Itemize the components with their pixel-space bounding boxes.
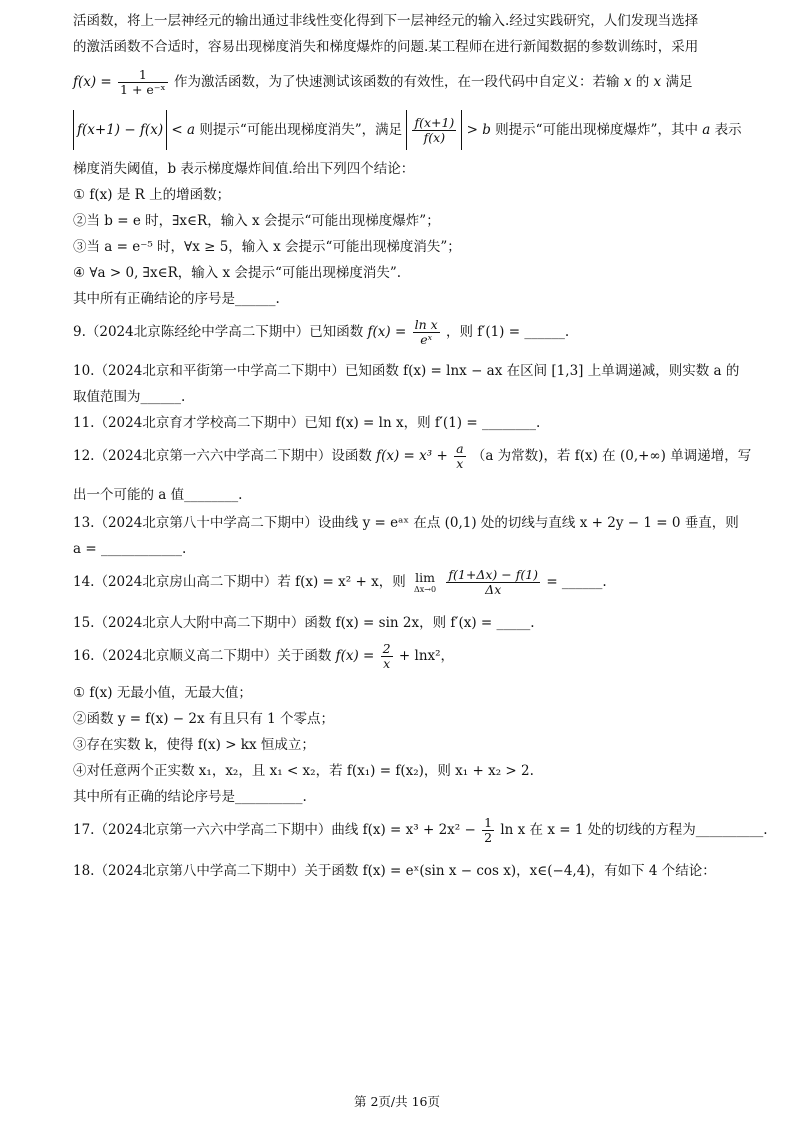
math-fraction: $\frac{1}{\text{1 + e⁻ˣ}}$ xyxy=(120,67,166,97)
question-13: 13.（2024北京第八十中学高二下期中）设曲线 y = eᵃˣ 在点 (0,1) 处的切线与直线 x + 2y − 1 = 0 垂直，则 xyxy=(73,515,739,531)
math-fraction: $\frac{1}{2}$ xyxy=(484,815,493,845)
page-footer: 第 2页/共 16页 xyxy=(353,1094,441,1109)
math-abs-ratio: $\frac{f(x+1)}{f(x)}$ xyxy=(406,110,462,150)
math-var: x xyxy=(623,74,632,90)
question-16: 16.（2024北京顺义高二下期中）关于函数 f(x) = $\frac{2}{x}$ + lnx²， xyxy=(73,641,455,671)
math-limit: lim Δx→0 xyxy=(414,569,437,594)
text-segment: 则提示“可能出现梯度消失”，满足 xyxy=(199,122,403,138)
math-var: a xyxy=(702,122,711,138)
text-line: 其中所有正确结论的序号是______. xyxy=(73,291,280,307)
text-line: ②函数 y = f(x) − 2x 有且只有 1 个零点； xyxy=(73,711,335,727)
text-line: 梯度消失阈值，b 表示梯度爆炸间值.给出下列四个结论： xyxy=(73,161,415,177)
question-14: 14.（2024北京房山高二下期中）若 f(x) = x² + x，则 lim Δx→0 $\frac{f(1+\Delta x) - f(1)}{\Delta x}$ = ______. xyxy=(73,567,607,597)
question-10-cont: 取值范围为______. xyxy=(73,389,186,405)
math-fraction: $\frac{a}{x}$ xyxy=(456,441,464,471)
text-segment: 则提示“可能出现梯度爆炸”，其中 xyxy=(495,122,698,138)
text-line-sigmoid: f(x) = $\frac{1}{\text{1 + e⁻ˣ}}$ 作为激活函数，为了快速测试该函数的有效性，在一段代码中自定义：若输 x 的 x 满足 xyxy=(73,67,693,97)
text-segment: 表示 xyxy=(714,122,742,138)
question-12: 12.（2024北京第一六六中学高二下期中）设函数 f(x) = x³ + $\frac{a}{x}$ （a 为常数)，若 f(x) 在 (0,+∞) 单调递增，写 xyxy=(73,441,752,471)
text-line: ④对任意两个正实数 x₁，x₂，且 x₁ < x₂，若 f(x₁) = f(x₂)，则 x₁ + x₂ > 2. xyxy=(73,763,534,779)
question-13-cont: a = ____________. xyxy=(73,541,187,557)
math-var: x xyxy=(653,74,662,90)
math-fraction: $\frac{2}{x}$ xyxy=(382,641,391,671)
question-18: 18.（2024北京第八中学高二下期中）关于函数 f(x) = eˣ(sin x − cos x)，x∈(−4,4)，有如下 4 个结论： xyxy=(73,863,716,879)
text-line: ④ ∀a > 0, ∃x∈R，输入 x 会提示“可能出现梯度消失”. xyxy=(73,265,402,281)
text-line: 其中所有正确的结论序号是__________. xyxy=(73,789,307,805)
math-abs: f(x+1) − f(x) xyxy=(73,110,167,150)
question-10: 10.（2024北京和平街第一中学高二下期中）已知函数 f(x) = lnx − ax 在区间 [1,3] 上单调递减，则实数 a 的 xyxy=(73,363,740,379)
question-17: 17.（2024北京第一六六中学高二下期中）曲线 f(x) = x³ + 2x² − $\frac{1}{2}$ ln x 在 x = 1 处的切线的方程为__________. xyxy=(73,815,768,845)
text-segment: 满足 xyxy=(665,74,693,90)
math-fraction: $\frac{\text{ln x}}{\text{eˣ}}$ xyxy=(414,317,438,347)
math-fraction: $\frac{f(1+\Delta x) - f(1)}{\Delta x}$ xyxy=(448,567,539,597)
text-line: ① f(x) 是 R 上的增函数； xyxy=(73,187,231,203)
text-segment: 作为激活函数，为了快速测试该函数的有效性，在一段代码中自定义：若输 xyxy=(174,74,620,90)
text-line: 活函数，将上一层神经元的输出通过非线性变化得到下一层神经元的输入.经过实践研究，人们发现当选择 xyxy=(73,13,699,29)
question-12-cont: 出一个可能的 a 值________. xyxy=(73,487,243,503)
math-inequality: < a xyxy=(171,122,196,138)
question-11: 11.（2024北京育才学校高二下期中）已知 f(x) = ln x，则 f′(1) = ________. xyxy=(73,415,541,431)
question-9: 9.（2024北京陈经纶中学高二下期中）已知函数 f(x) = $\frac{\text{ln x}}{\text{eˣ}}$ ，则 f′(1) = ______. xyxy=(73,317,570,347)
math-inequality: > b xyxy=(466,122,491,138)
text-line: 的激活函数不合适时，容易出现梯度消失和梯度爆炸的问题.某工程师在进行新闻数据的参数训练时，采用 xyxy=(73,39,699,55)
question-15: 15.（2024北京人大附中高二下期中）函数 f(x) = sin 2x，则 f′(x) = _____. xyxy=(73,615,535,631)
text-line: ②当 b = e 时，∃x∈R，输入 x 会提示“可能出现梯度爆炸”； xyxy=(73,213,440,229)
text-line-conditions xyxy=(73,110,742,150)
math-fx: f(x) = xyxy=(73,74,112,90)
text-line: ① f(x) 无最小值，无最大值； xyxy=(73,685,252,701)
text-line: ③存在实数 k，使得 f(x) > kx 恒成立； xyxy=(73,737,315,753)
text-line: ③当 a = e⁻⁵ 时，∀x ≥ 5，输入 x 会提示“可能出现梯度消失”； xyxy=(73,239,461,255)
